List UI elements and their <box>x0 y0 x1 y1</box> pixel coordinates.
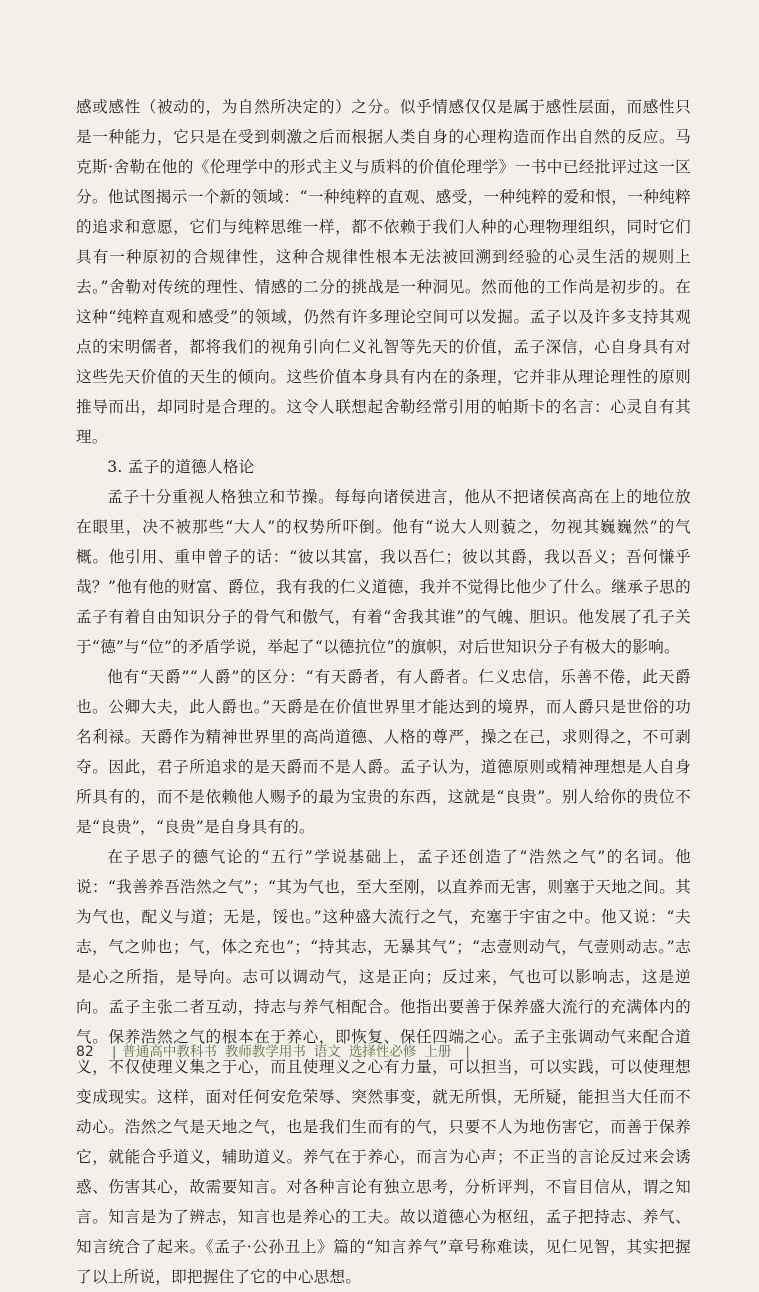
footer-volume: 选择性必修 <box>348 1044 417 1060</box>
paragraph-3: 他有“天爵”“人爵”的区分：“有天爵者，有人爵者。仁义忠信，乐善不倦，此天爵也。公卿大夫，此人爵也。”天爵是在价值世界里才能达到的境界，而人爵只是世俗的功名利禄。天爵作为精神世界里的高尚道德、人格的尊严，操之在己，求则得之，不可剥夺。因此，君子所追求的是天爵而不是人爵。孟子认为，道德原则或精神理想是人自身所具有的，而不是依赖他人赐予的最为宝贵的东西，这就是“良贵”。别人给你的贵位不是“良贵”，“良贵”是自身具有的。 <box>76 668 691 836</box>
section-heading: 3. 孟子的道德人格论 <box>107 458 255 476</box>
paragraph-2: 孟子十分重视人格独立和节操。每每向诸侯进言，他从不把诸侯高高在上的地位放在眼里，决不被那些“大人”的权势所吓倒。他有“说大人则藐之，勿视其巍巍然”的气概。他引用、重申曾子的话：“彼以其富，我以吾仁；彼以其爵，我以吾义；吾何慊乎哉？”他有他的财富、爵位，我有我的仁义道德，我并不觉得比他少了什么。继承子思的孟子有着自由知识分子的骨气和傲气，有着“舍我其谁”的气魄、胆识。他发展了孔子关于“德”与“位”的矛盾学说，举起了“以德抗位”的旗帜，对后世知识分子有极大的影响。 <box>76 488 691 656</box>
footer-subject: 语文 <box>313 1044 341 1060</box>
paragraph-1: 感或感性（被动的，为自然所决定的）之分。似乎情感仅仅是属于感性层面，而感性只是一种能力，它只是在受到刺激之后而根据人类自身的心理构造而作出自然的反应。马克斯·舍勒在他的《伦理学中的形式主义与质料的价值伦理学》一书中已经批评过这一区分。他试图揭示一个新的领域：“一种纯粹的直观、感受，一种纯粹的爱和恨，一种纯粹的追求和意愿，它们与纯粹思维一样，都不依赖于我们人种的心理物理组织，同时它们具有一种原初的合规律性，这种合规律性根本无法被回溯到经验的心灵生活的规则上去。”舍勒对传统的理性、情感的二分的挑战是一种洞见。然而他的工作尚是初步的。在这种“纯粹直观和感受”的领域，仍然有许多理论空间可以发掘。孟子以及许多支持其观点的宋明儒者，都将我们的视角引向仁义礼智等先天的价值，孟子深信，心自身具有对这些先天价值的天生的倾向。这些价值本身具有内在的条理，它并非从理论理性的原则推导而出，却同时是合理的。这令人联想起舍勒经常引用的帕斯卡的名言：心灵自有其理。 <box>76 98 691 446</box>
page-number: 82 <box>76 1044 94 1060</box>
footer-book-type: 教师教学用书 <box>224 1044 306 1060</box>
paragraph-4: 在子思子的德气论的“五行”学说基础上，孟子还创造了“浩然之气”的名词。他说：“我善养吾浩然之气”；“其为气也，至大至刚，以直养而无害，则塞于天地之间。其为气也，配义与道；无是，馁也。”这种盛大流行之气，充塞于宇宙之中。他又说：“夫志，气之帅也；气，体之充也”；“持其志，无暴其气”；“志壹则动气，气壹则动志。”志是心之所指，是导向。志可以调动气，这是正向；反过来，气也可以影响志，这是逆向。孟子主张二者互动，持志与养气相配合。他指出要善于保养盛大流行的充满体内的气。保养浩然之气的根本在于养心，即恢复、保任四端之心。孟子主张调动气来配合道义，不仅使理义集之于心，而且使理义之心有力量，可以担当，可以实践，可以使理想变成现实。这样，面对任何安危荣辱、突然事变，就无所惧，无所疑，能担当大任而不动心。浩然之气是天地之气，也是我们生而有的气，只要不人为地伤害它，而善于保养它，就能合乎道义，辅助道义。养气在于养心，而言为心声；不正当的言论反过来会诱惑、伤害其心，故需要知言。对各种言论有独立思考，分析评判，不盲目信从，谓之知言。知言是为了辨志，知言也是养心的工夫。故以道德心为枢纽，孟子把持志、养气、知言统合了起来。《孟子·公孙丑上》篇的“知言养气”章号称难读，见仁见智，其实把握了以上所说，即把握住了它的中心思想。 <box>76 848 691 1286</box>
footer-book-series: 普通高中教科书 <box>122 1044 217 1060</box>
footer-separator-end: | <box>465 1044 470 1060</box>
footer-part: 上册 <box>424 1044 452 1060</box>
page-footer <box>76 1040 476 1060</box>
footer-separator: | <box>111 1044 117 1060</box>
body-text <box>76 92 691 1292</box>
